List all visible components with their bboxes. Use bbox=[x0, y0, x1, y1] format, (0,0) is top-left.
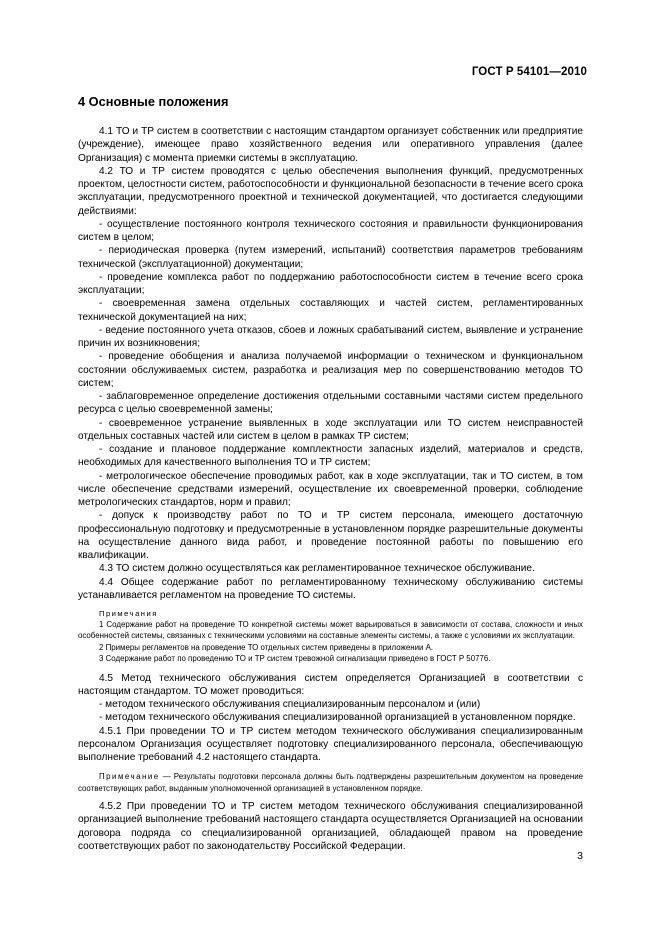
page-number: 3 bbox=[577, 850, 583, 862]
list-item: - своевременная замена отдельных составляющих и частей систем, регламентированных технической документацией на них; bbox=[78, 298, 583, 323]
note-item: 1 Содержание работ на проведение ТО конкретной системы может варьироваться в зависимости от состава, сложности и иных особенностей системы, связанных с техническими условиями на составные элементы системы, а также с условиями их эксплуатации. bbox=[78, 620, 583, 641]
note-text: — Результаты подготовки персонала должны быть подтверждены разрешительным документом на проведение соответствующих работ, выданным уполномоченной организацией в установленном порядке. bbox=[78, 772, 583, 793]
list-item: - заблаговременное определение достижения отдельными составными частями систем предельного ресурса с целью своевременной замены; bbox=[78, 391, 583, 416]
paragraph-4-2: 4.2 ТО и ТР систем проводятся с целью обеспечения выполнения функций, предусмотренных проектом, целостности систем, работоспособности и функциональной безопасности в течение всего срока эксплуатации, предусмотренного проектной и технической документацией, что достигается следующими действиями: bbox=[78, 165, 583, 217]
paragraph-4-5-2: 4.5.2 При проведении ТО и ТР систем методом технического обслуживания специализированной организацией выполнение требований настоящего стандарта осуществляется Организацией на основании договора подряда со специализированной организацией, обладающей правом на проведение соответствующих работ по законодательству Российской Федерации. bbox=[78, 801, 583, 852]
list-item: - проведение комплекса работ по поддержанию работоспособности систем в течение всего срока эксплуатации; bbox=[78, 271, 583, 296]
list-item: - своевременное устранение выявленных в ходе эксплуатации или ТО систем неисправностей отдельных составных частей или систем в целом в рамках ТР систем; bbox=[78, 417, 583, 442]
list-item: - допуск к производству работ по ТО и ТР систем персонала, имеющего достаточную профессиональную подготовку и предусмотренные в установленном порядке разрешительные документы на осуществление данного вида работ, и проведение постоянной работы по повышению его квалификации. bbox=[78, 510, 583, 561]
paragraph-4-3: 4.3 ТО систем должно осуществляться как регламентированное техническое обслуживание. bbox=[99, 563, 535, 575]
list-item: - ведение постоянного учета отказов, сбоев и ложных срабатываний систем, выявление и устранение причин их возникновения; bbox=[78, 324, 583, 349]
note-item: 2 Примеры регламентов на проведение ТО отдельных систем приведены в приложении А. bbox=[99, 642, 434, 652]
list-item: - методом технического обслуживания специализированной организацией в установленном порядке. bbox=[99, 712, 576, 724]
document-header: ГОСТ Р 54101—2010 bbox=[471, 66, 587, 78]
note-paragraph bbox=[78, 771, 583, 794]
list-item: - метрологическое обеспечение проводимых работ, как в ходе эксплуатации, так и ТО систем, в том числе обеспечение средствами измерений, осуществление их своевременной проверки, соблюдение метрологических стандартов, норм и правил; bbox=[78, 470, 583, 508]
list-item: - периодическая проверка (путем измерений, испытаний) соответствия параметров требованиям технической (эксплуатационной) документации; bbox=[78, 245, 583, 270]
paragraph-4-5-1: 4.5.1 При проведении ТО и ТР систем методом технического обслуживания специализированным персоналом Организация осуществляет подготовку специализированного персонала, обеспечивающую выполнение требований 4.2 настоящего стандарта. bbox=[78, 725, 583, 764]
list-item: - методом технического обслуживания специализированным персоналом и (или) bbox=[99, 699, 481, 711]
list-item: - создание и плановое поддержание комплектности запасных изделий, материалов и средств, необходимых для качественного выполнения ТО и ТР систем; bbox=[78, 444, 583, 469]
note-item: 3 Содержание работ по проведению ТО и ТР систем тревожной сигнализации приведено в ГОСТ Р 50776. bbox=[99, 654, 491, 664]
notes-title: Примечания bbox=[99, 609, 158, 618]
paragraph-4-5: 4.5 Метод технического обслуживания систем определяется Организацией в соответствии с настоящим стандартом. ТО может проводиться: bbox=[78, 672, 583, 697]
paragraph-4-1: 4.1 ТО и ТР систем в соответствии с настоящим стандартом организует собственник или предприятие (учреждение), имеющее право хозяйственного ведения или оперативного управления (далее Организация) с момента приемки системы в эксплуатацию. bbox=[78, 126, 583, 164]
section-title: 4 Основные положения bbox=[78, 94, 229, 109]
paragraph-4-4: 4.4 Общее содержание работ по регламентированному техническому обслуживанию системы устанавливается регламентом на проведение ТО системы. bbox=[78, 576, 583, 601]
list-item: - проведение обобщения и анализа получаемой информации о техническом и функциональном состоянии обслуживаемых систем, разработка и реализация мер по совершенствованию методов ТО систем; bbox=[78, 351, 583, 389]
document-body bbox=[78, 125, 583, 853]
note-label: Примечание bbox=[99, 772, 160, 782]
list-item: - осуществление постоянного контроля технического состояния и правильности функционирования систем в целом; bbox=[78, 218, 583, 243]
